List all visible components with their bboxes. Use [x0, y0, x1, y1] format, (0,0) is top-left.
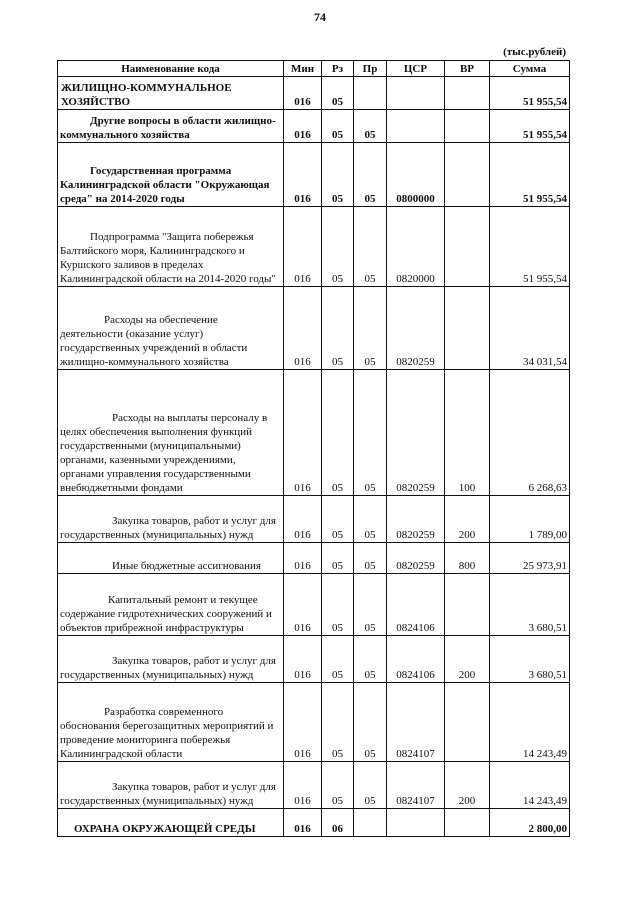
table-row [58, 207, 570, 287]
row-rz: 05 [322, 370, 354, 496]
row-min: 016 [284, 809, 322, 837]
row-csr: 0824106 [387, 574, 445, 636]
row-min: 016 [284, 762, 322, 809]
row-sum: 3 680,51 [490, 636, 570, 683]
row-csr [387, 77, 445, 110]
row-name: Закупка товаров, работ и услуг для государственных (муниципальных) нужд [58, 762, 284, 809]
units-label: (тыс.рублей) [503, 46, 566, 58]
row-vr [445, 287, 490, 370]
row-vr: 200 [445, 636, 490, 683]
table-row [58, 287, 570, 370]
column-header-csr: ЦСР [387, 61, 445, 77]
row-sum: 51 955,54 [490, 143, 570, 207]
table-row [58, 762, 570, 809]
row-name: Иные бюджетные ассигнования [58, 543, 284, 574]
row-sum: 3 680,51 [490, 574, 570, 636]
table-row [58, 809, 570, 837]
row-name: Расходы на обеспечение деятельности (оказание услуг) государственных учреждений в области жилищно-коммунального хозяйства [58, 287, 284, 370]
column-header-pr: Пр [354, 61, 387, 77]
row-vr [445, 574, 490, 636]
row-pr: 05 [354, 762, 387, 809]
row-min: 016 [284, 143, 322, 207]
row-csr: 0820259 [387, 287, 445, 370]
row-name: Закупка товаров, работ и услуг для государственных (муниципальных) нужд [58, 496, 284, 543]
row-vr [445, 809, 490, 837]
row-rz: 05 [322, 636, 354, 683]
row-csr: 0824106 [387, 636, 445, 683]
row-rz: 05 [322, 110, 354, 143]
table-row [58, 683, 570, 762]
row-min: 016 [284, 543, 322, 574]
row-sum: 25 973,91 [490, 543, 570, 574]
row-pr: 05 [354, 574, 387, 636]
row-min: 016 [284, 574, 322, 636]
row-sum: 51 955,54 [490, 110, 570, 143]
row-vr [445, 683, 490, 762]
row-pr: 05 [354, 543, 387, 574]
row-vr [445, 143, 490, 207]
row-csr: 0824107 [387, 762, 445, 809]
table-row [58, 110, 570, 143]
column-header-min: Мин [284, 61, 322, 77]
row-csr: 0800000 [387, 143, 445, 207]
row-sum: 14 243,49 [490, 762, 570, 809]
page-number: 74 [314, 10, 326, 24]
row-name: Закупка товаров, работ и услуг для государственных (муниципальных) нужд [58, 636, 284, 683]
row-name: Капитальный ремонт и текущее содержание гидротехнических сооружений и объектов прибрежной инфраструктуры [58, 574, 284, 636]
row-pr: 05 [354, 636, 387, 683]
table-row [58, 496, 570, 543]
row-rz: 05 [322, 207, 354, 287]
row-min: 016 [284, 370, 322, 496]
row-vr [445, 207, 490, 287]
row-name: Другие вопросы в области жилищно-коммунального хозяйства [58, 110, 284, 143]
row-pr: 05 [354, 683, 387, 762]
row-csr [387, 110, 445, 143]
row-vr [445, 77, 490, 110]
row-name: Подпрограмма "Защита побережья Балтийского моря, Калининградского и Куршского заливов в пределах Калининградской области на 2014-2020 годы" [58, 207, 284, 287]
row-sum: 14 243,49 [490, 683, 570, 762]
table-row [58, 143, 570, 207]
row-rz: 06 [322, 809, 354, 837]
row-pr: 05 [354, 496, 387, 543]
row-sum: 51 955,54 [490, 77, 570, 110]
row-csr [387, 809, 445, 837]
row-min: 016 [284, 496, 322, 543]
column-header-rz: Рз [322, 61, 354, 77]
row-sum: 51 955,54 [490, 207, 570, 287]
row-csr: 0824107 [387, 683, 445, 762]
table-row [58, 574, 570, 636]
row-name: ЖИЛИЩНО-КОММУНАЛЬНОЕ ХОЗЯЙСТВО [58, 77, 284, 110]
row-name: Государственная программа Калининградской области "Окружающая среда" на 2014-2020 годы [58, 143, 284, 207]
column-header-sum: Сумма [490, 61, 570, 77]
row-csr: 0820259 [387, 543, 445, 574]
row-min: 016 [284, 77, 322, 110]
row-pr [354, 77, 387, 110]
row-csr: 0820259 [387, 496, 445, 543]
table-row [58, 370, 570, 496]
row-pr [354, 809, 387, 837]
row-csr: 0820259 [387, 370, 445, 496]
row-sum: 6 268,63 [490, 370, 570, 496]
row-vr: 100 [445, 370, 490, 496]
budget-table [57, 60, 570, 837]
row-vr: 200 [445, 762, 490, 809]
row-rz: 05 [322, 683, 354, 762]
row-min: 016 [284, 287, 322, 370]
table-header-row [58, 61, 570, 77]
row-pr: 05 [354, 110, 387, 143]
row-name: Разработка современного обоснования берегозащитных мероприятий и проведение мониторинга побережья Калининградской области [58, 683, 284, 762]
row-min: 016 [284, 207, 322, 287]
row-sum: 34 031,54 [490, 287, 570, 370]
row-pr: 05 [354, 287, 387, 370]
table-row [58, 636, 570, 683]
row-csr: 0820000 [387, 207, 445, 287]
row-rz: 05 [322, 762, 354, 809]
row-vr [445, 110, 490, 143]
row-rz: 05 [322, 287, 354, 370]
row-pr: 05 [354, 370, 387, 496]
row-pr: 05 [354, 143, 387, 207]
column-header-vr: ВР [445, 61, 490, 77]
row-pr: 05 [354, 207, 387, 287]
row-name: Расходы на выплаты персоналу в целях обеспечения выполнения функций государственными (муниципальными) органами, казенными учреждениями, органами управления государственными внебюджетными фондами [58, 370, 284, 496]
row-min: 016 [284, 683, 322, 762]
row-min: 016 [284, 110, 322, 143]
row-rz: 05 [322, 543, 354, 574]
row-vr: 200 [445, 496, 490, 543]
row-rz: 05 [322, 143, 354, 207]
row-vr: 800 [445, 543, 490, 574]
table-body [58, 77, 570, 837]
row-rz: 05 [322, 496, 354, 543]
row-sum: 2 800,00 [490, 809, 570, 837]
table-row [58, 543, 570, 574]
table-row [58, 77, 570, 110]
row-rz: 05 [322, 77, 354, 110]
row-sum: 1 789,00 [490, 496, 570, 543]
row-name: ОХРАНА ОКРУЖАЮЩЕЙ СРЕДЫ [58, 809, 284, 837]
row-min: 016 [284, 636, 322, 683]
row-rz: 05 [322, 574, 354, 636]
column-header-name: Наименование кода [58, 61, 284, 77]
